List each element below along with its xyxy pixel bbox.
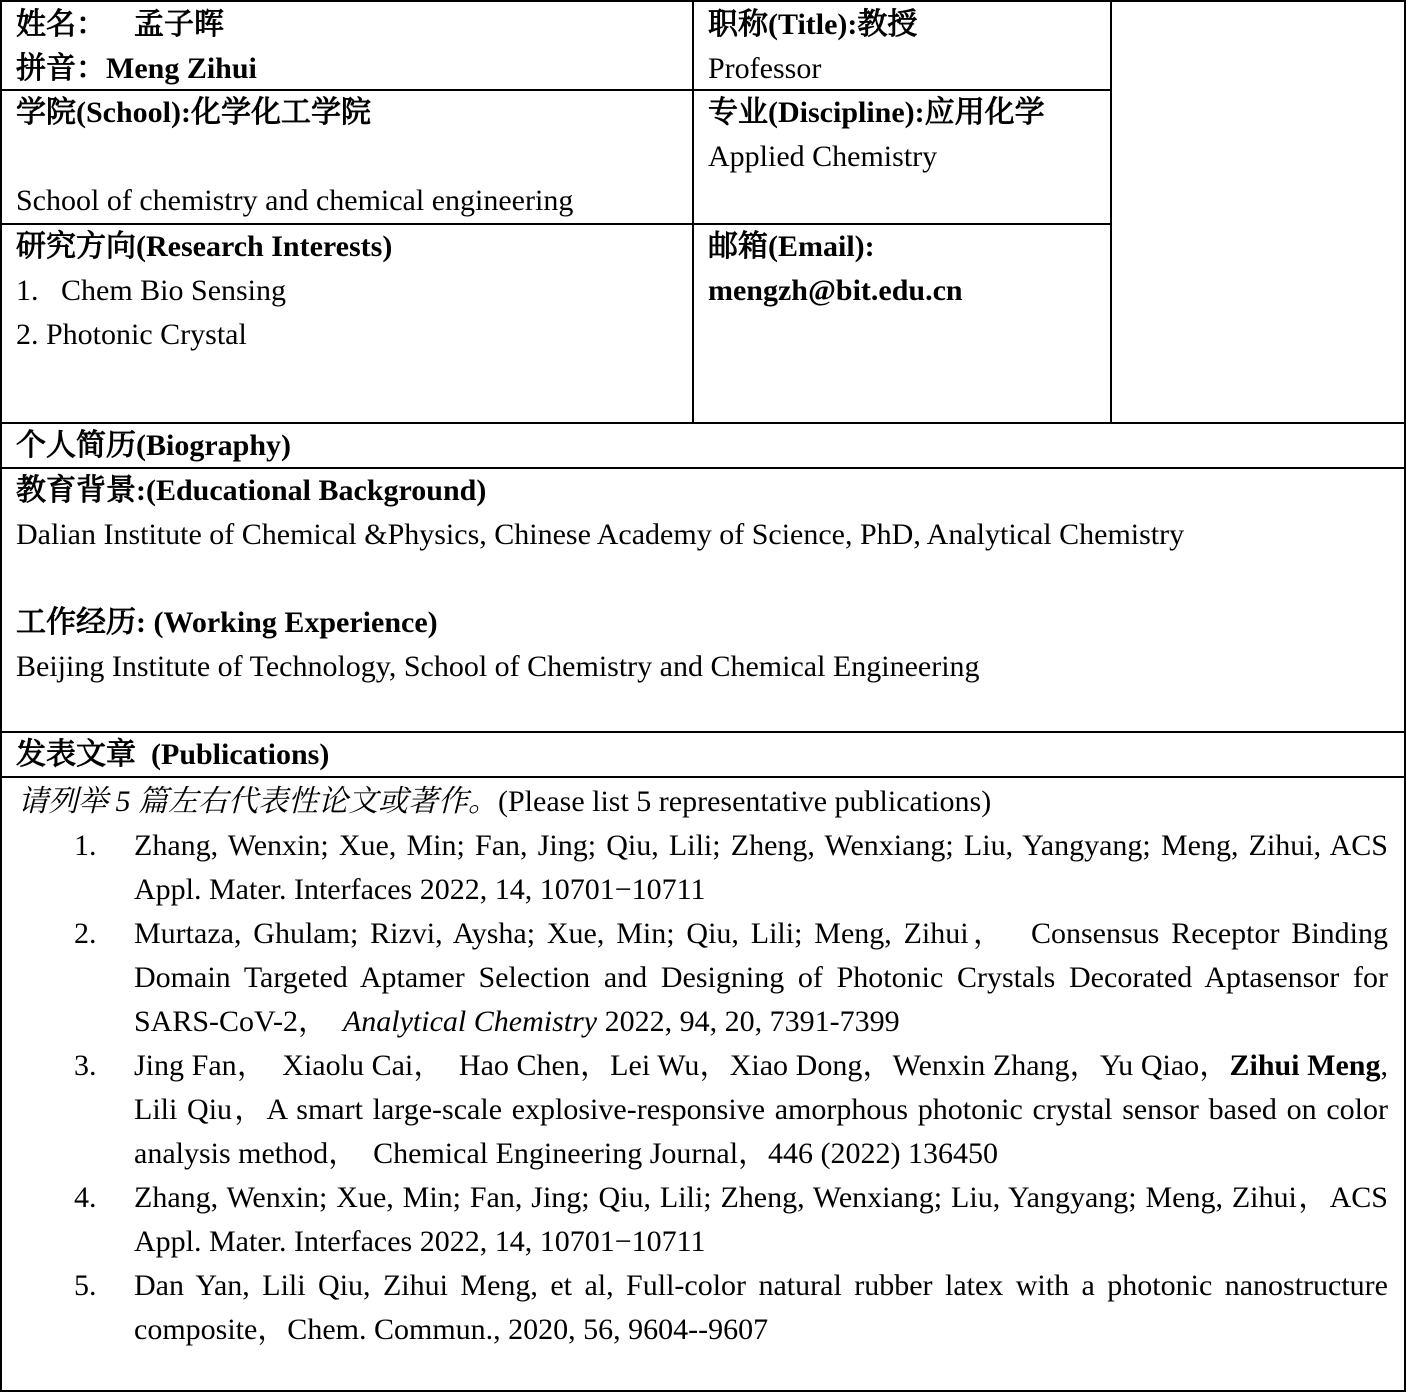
publications-heading: 发表文章 (Publications) <box>16 738 330 771</box>
publications-intro-italic: 请列举 5 篇左右代表性论文或著作。 <box>18 785 498 818</box>
discipline-label: 专业(Discipline):应用化学 <box>708 96 1045 129</box>
publication-number: 2. <box>74 917 97 950</box>
research-cell <box>0 225 692 357</box>
publication-journal: Analytical Chemistry <box>342 1005 598 1038</box>
name-label: 姓名： <box>16 8 106 41</box>
title-label: 职称(Title):教授 <box>708 8 918 41</box>
education-label: 教育背景:(Educational Background) <box>16 474 487 507</box>
email-label: 邮箱(Email): <box>708 230 875 263</box>
email-value: mengzh@bit.edu.cn <box>708 274 963 307</box>
publications-heading-cell <box>0 733 1404 777</box>
publication-text <box>134 1044 1396 1176</box>
name-cell <box>0 3 692 91</box>
school-label: 学院(School):化学化工学院 <box>16 96 371 129</box>
name-value: 孟子晖 <box>134 8 224 41</box>
education-value: Dalian Institute of Chemical &Physics, Chinese Academy of Science, PhD, Analytical Chemistry <box>16 518 1185 551</box>
work-label: 工作经历: (Working Experience) <box>16 606 438 639</box>
research-item: 1. Chem Bio Sensing <box>16 274 287 307</box>
publication-text: Dan Yan, Lili Qiu, Zihui Meng, et al, Full-color natural rubber latex with a photonic nanostructure composite，Chem. Commun., 2020, 56, 9604--9607 <box>134 1269 1388 1346</box>
border-right <box>1404 0 1406 1392</box>
publication-text: Zhang, Wenxin; Xue, Min; Fan, Jing; Qiu, Lili; Zheng, Wenxiang; Liu, Yangyang; Meng, Zihui，ACS Appl. Mater. Interfaces 2022, 14, 10701−10711 <box>134 1181 1388 1258</box>
photo-area <box>1112 2 1404 422</box>
title-cell <box>692 3 1110 91</box>
pinyin-value: Meng Zihui <box>106 52 257 85</box>
publication-text-part: Murtaza, Ghulam; Rizvi, Aysha; Xue, Min; Qiu, Lili; Meng, Zihui， Consensus Receptor Binding Domain Targeted Aptamer Selection and Designing of Photonic Crystals Decorated Aptasensor for SARS-CoV-2， <box>134 917 1396 1038</box>
school-cell <box>0 91 692 223</box>
publication-author-highlight: Zihui Meng <box>1229 1049 1381 1082</box>
publication-number: 1. <box>74 829 97 862</box>
research-label: 研究方向(Research Interests) <box>16 230 393 263</box>
name-line <box>16 3 692 47</box>
biography-content <box>0 469 1404 689</box>
discipline-value: Applied Chemistry <box>708 140 938 173</box>
publications-intro-plain: (Please list 5 representative publications) <box>498 785 992 818</box>
publication-text-part: Jing Fan， Xiaolu Cai， Hao Chen，Lei Wu，Xiao Dong，Wenxin Zhang，Yu Qiao， <box>134 1049 1230 1082</box>
publication-text-part: , Lili Qiu，A smart large-scale explosive-responsive amorphous photonic crystal sensor based on color analysis method， Chemical Engineering Journal，446 (2022) 136450 <box>134 1049 1396 1170</box>
discipline-cell <box>692 91 1110 179</box>
publication-number: 5. <box>74 1269 97 1302</box>
research-item: 2. Photonic Crystal <box>16 318 247 351</box>
border-bottom <box>0 1390 1406 1392</box>
publication-text-part: 2022, 94, 20, 7391-7399 <box>597 1005 900 1038</box>
publication-number: 4. <box>74 1181 97 1214</box>
work-value: Beijing Institute of Technology, School of Chemistry and Chemical Engineering <box>16 650 980 683</box>
school-value: School of chemistry and chemical engineering <box>16 184 574 217</box>
publications-intro <box>18 780 991 824</box>
publication-text: Zhang, Wenxin; Xue, Min; Fan, Jing; Qiu, Lili; Zheng, Wenxiang; Liu, Yangyang; Meng, Zihui, ACS Appl. Mater. Interfaces 2022, 14, 10701−10711 <box>134 829 1388 906</box>
biography-heading-cell <box>0 424 1404 468</box>
email-cell <box>692 225 1110 313</box>
pinyin-line <box>16 47 692 91</box>
pinyin-label: 拼音： <box>16 52 106 85</box>
biography-heading: 个人简历(Biography) <box>16 429 292 462</box>
title-value: Professor <box>708 52 822 85</box>
publication-text <box>134 912 1396 1044</box>
publication-number: 3. <box>74 1049 97 1082</box>
